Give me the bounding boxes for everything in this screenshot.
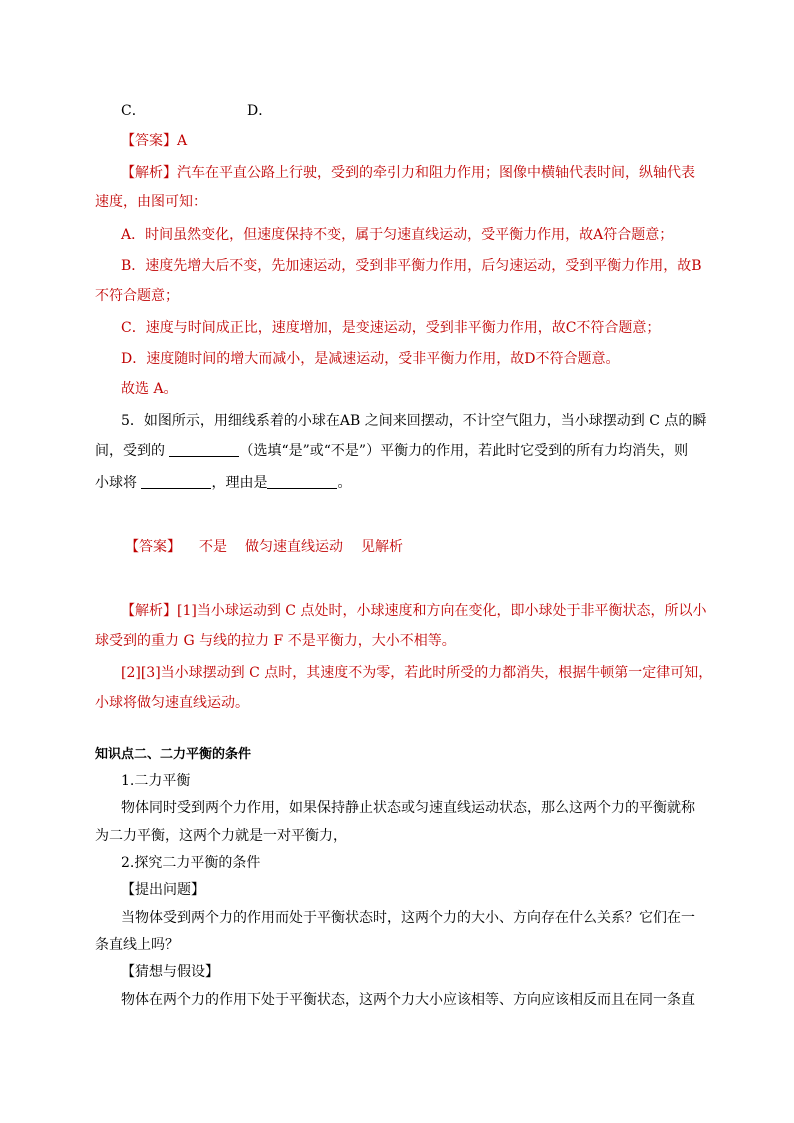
q5-question-line-2 — [95, 441, 688, 461]
q4-option-d-analysis: D．速度随时间的增大而减小，是减速运动，受非平衡力作用，故D不符合题意。 — [121, 351, 620, 367]
q4-analysis-line-1 — [121, 163, 695, 183]
q5-analysis-text-1: [1]当小球运动到 C 点处时，小球速度和方向在变化，即小球处于非平衡状态，所以小 — [177, 603, 707, 619]
q4-option-b-analysis-1: B．速度先增大后不变，先加速运动，受到非平衡力作用，后匀速运动，受到平衡力作用，故B — [121, 258, 702, 274]
q5-question-line-3 — [95, 473, 351, 493]
q4-answer: 【答案】A — [121, 133, 188, 149]
q5-analysis-line-1 — [121, 601, 706, 621]
section-heading-4: 【猜想与假设】 — [121, 964, 219, 980]
q5-answer-3: 见解析 — [361, 539, 403, 555]
q5-analysis-label: 【解析】 — [121, 603, 177, 619]
q4-analysis-text-1: 汽车在平直公路上行驶，受到的牵引力和阻力作用；图像中横轴代表时间，纵轴代表 — [177, 165, 695, 181]
q5-blank-2 — [141, 474, 211, 489]
answer-options-cd — [121, 101, 272, 121]
q5-text-3b: ，理由是 — [211, 475, 268, 491]
section-paragraph-1a: 物体同时受到两个力作用，如果保持静止状态或匀速直线运动状态，那么这两个力的平衡就称 — [121, 800, 695, 816]
section-paragraph-2a: 当物体受到两个力的作用而处于平衡状态时，这两个力的大小、方向存在什么关系？它们在一 — [121, 910, 695, 926]
q4-option-a-analysis: A．时间虽然变化，但速度保持不变，属于匀速直线运动，受平衡力作用，故A符合题意； — [121, 227, 674, 243]
q5-text-2a: 间，受到的 — [95, 443, 165, 459]
section-heading-1: 1.二力平衡 — [121, 773, 191, 789]
q5-text-2b: （选填“是”或“不是”）平衡力的作用，若此时它受到的所有力均消失，则 — [239, 443, 689, 459]
section-heading-2: 2.探究二力平衡的条件 — [121, 855, 261, 871]
q5-analysis-line-3: [2][3]当小球摆动到 C 点时，其速度不为零，若此时所受的力都消失，根据牛顿第一定律可知， — [121, 665, 713, 681]
q5-blank-1 — [169, 442, 239, 457]
section-paragraph-3a: 物体在两个力的作用下处于平衡状态，这两个力大小应该相等、方向应该相反而且在同一条直 — [121, 992, 695, 1008]
q4-option-c-analysis: C．速度与时间成正比，速度增加，是变速运动，受到非平衡力作用，故C不符合题意； — [121, 320, 661, 336]
option-d-label: D． — [247, 103, 273, 119]
q5-answer-2: 做匀速直线运动 — [245, 539, 343, 555]
section-title: 知识点二、二力平衡的条件 — [95, 747, 252, 762]
q5-question-line-1: 5．如图所示，用细线系着的小球在AB 之间来回摆动，不计空气阻力，当小球摆动到 C 点的瞬 — [121, 413, 707, 429]
q5-analysis-line-4: 小球将做匀速直线运动。 — [95, 695, 249, 711]
q4-analysis-label: 【解析】 — [121, 165, 177, 181]
q5-text-3c: 。 — [337, 475, 352, 491]
option-c-label: C． — [121, 103, 146, 119]
q5-answer — [125, 537, 403, 557]
q5-blank-3 — [267, 474, 337, 489]
q5-text-3a: 小球将 — [95, 475, 137, 491]
q5-answer-label: 【答案】 — [125, 539, 181, 555]
q5-analysis-line-2: 球受到的重力 G 与线的拉力 F 不是平衡力，大小不相等。 — [95, 633, 456, 649]
section-paragraph-1b: 为二力平衡，这两个力就是一对平衡力， — [95, 828, 347, 844]
q5-answer-1: 不是 — [199, 539, 227, 555]
section-paragraph-2b: 条直线上吗？ — [95, 937, 179, 953]
q4-conclusion: 故选 A。 — [121, 381, 178, 397]
q4-option-b-analysis-2: 不符合题意； — [95, 288, 179, 304]
section-heading-3: 【提出问题】 — [121, 882, 205, 898]
q4-analysis-line-2: 速度，由图可知： — [95, 194, 207, 210]
